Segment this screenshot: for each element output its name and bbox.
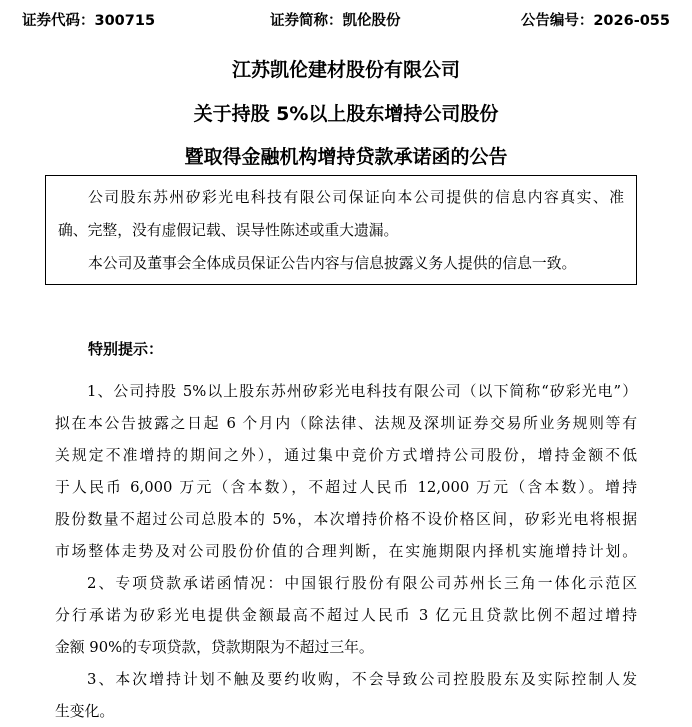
disclosure-line: 公司股东苏州矽彩光电科技有限公司保证向本公司提供的信息内容真实、准 [88,189,624,206]
tip-1-line: 1、公司持股 5%以上股东苏州矽彩光电科技有限公司（以下简称“矽彩光电”） [87,383,637,400]
disclosure-line: 确、完整，没有虚假记载、误导性陈述或重大遗漏。 [58,222,399,239]
tip-2-line: 分行承诺为矽彩光电提供金额最高不超过人民币 3 亿元且贷款比例不超过增持 [55,607,637,624]
tip-3-line: 3、本次增持计划不触及要约收购，不会导致公司控股股东及实际控制人发 [87,671,637,688]
company-name-title: 江苏凯伦建材股份有限公司 [231,59,460,81]
tip-1-line: 股份数量不超过公司总股本的 5%，本次增持价格不设价格区间，矽彩光电将根据 [55,511,637,528]
tip-3-line: 生变化。 [55,703,115,720]
tip-2-line: 2、专项贷款承诺函情况：中国银行股份有限公司苏州长三角一体化示范区 [87,575,637,592]
tip-2-line: 金额 90%的专项贷款，贷款期限为不超过三年。 [55,639,374,656]
special-tips-heading: 特别提示： [88,340,164,358]
tip-1-line: 拟在本公告披露之日起 6 个月内（除法律、法规及深圳证券交易所业务规则等有 [55,415,637,432]
notice-title-line-2: 暨取得金融机构增持贷款承诺函的公告 [184,146,508,168]
disclosure-line: 本公司及董事会全体成员保证公告内容与信息披露义务人提供的信息一致。 [88,255,577,272]
document-header [22,10,670,32]
stock-code: 证券代码：300715 [22,13,156,29]
stock-abbreviation: 证券简称：凯伦股份 [270,13,401,29]
notice-number: 公告编号：2026-055 [520,13,670,29]
disclosure-statement-box [45,175,637,285]
tip-1-line: 关规定不准增持的期间之外），通过集中竞价方式增持公司股份，增持金额不低 [55,447,637,464]
tip-1-line: 市场整体走势及对公司股份价值的合理判断，在实施期限内择机实施增持计划。 [55,543,637,560]
tip-1-line: 于人民币 6,000 万元（含本数），不超过人民币 12,000 万元（含本数）。增持 [55,479,637,496]
notice-title-line-1: 关于持股 5%以上股东增持公司股份 [193,103,499,125]
